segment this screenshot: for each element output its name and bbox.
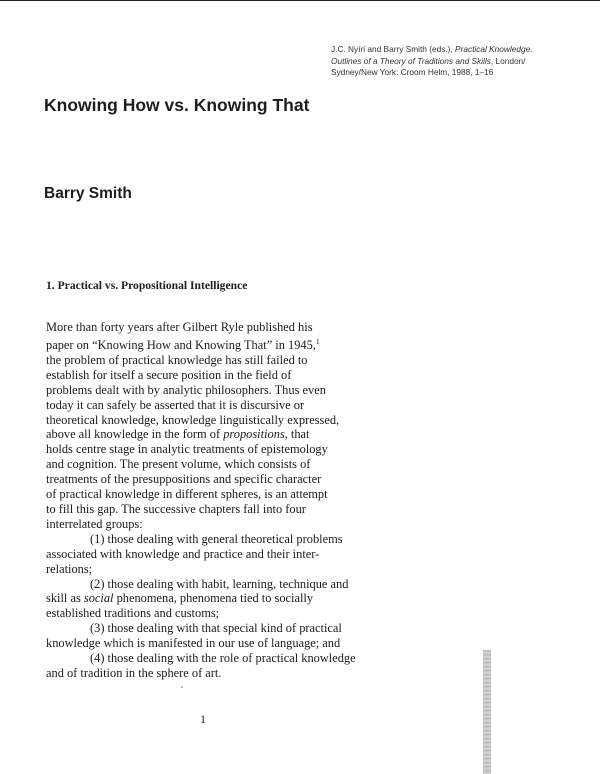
body-line-text: phenomena, phenomena tied to socially [113, 591, 314, 606]
citation-book-title: Practical Knowledge. [455, 44, 533, 54]
top-border-rule [0, 0, 600, 1]
body-line: More than forty years after Gilbert Ryle published his [46, 320, 313, 334]
body-line: established traditions and customs; [46, 606, 220, 621]
body-line-text: paper on “Knowing How and Knowing That” in 1945, [46, 338, 316, 353]
citation-publisher: Sydney/New York: Croom Helm, 1988, 1–16 [331, 67, 494, 77]
citation-place: , London/ [490, 55, 526, 66]
body-line: establish for itself a secure position in the field of [46, 367, 292, 382]
list-item-4: (4) those dealing with the role of practical knowledge [90, 651, 356, 666]
page-number: 1 [200, 712, 206, 726]
body-line: problems dealt with by analytic philosophers. Thus even [46, 382, 326, 397]
body-line: to fill this gap. The successive chapters fall into four [46, 502, 306, 516]
section-heading: 1. Practical vs. Propositional Intelligence [46, 279, 248, 292]
citation-book-subtitle: Outlines of a Theory of Traditions and Skills [331, 55, 491, 66]
emphasis-propositions: propositions [223, 427, 285, 442]
list-item-2: (2) those dealing with habit, learning, technique and [90, 576, 349, 591]
body-line: associated with knowledge and practice and their inter- [46, 546, 320, 561]
body-line: the problem of practical knowledge has still failed to [46, 352, 308, 367]
body-line: relations; [46, 561, 93, 576]
body-line-text: skill as [46, 591, 84, 606]
paper-title: Knowing How vs. Knowing That [44, 95, 310, 115]
emphasis-social: social [83, 591, 114, 606]
scan-speck [181, 686, 183, 688]
body-line: today it can safely be asserted that it is discursive or [46, 397, 305, 412]
scan-artifact-strip [483, 650, 491, 774]
body-line [46, 427, 446, 442]
body-line: interrelated groups: [46, 516, 143, 531]
citation-block [331, 44, 581, 79]
body-paragraph [46, 320, 446, 681]
body-line-text: above all knowledge in the form of [46, 427, 224, 442]
body-line [46, 591, 446, 606]
citation-editors: J.C. Nyíri and Barry Smith (eds.), [331, 44, 456, 54]
list-item-1: (1) those dealing with general theoretical problems [90, 531, 343, 546]
body-line: holds centre stage in analytic treatments of epistemology [46, 442, 328, 457]
body-line [46, 335, 446, 353]
body-line: and cognition. The present volume, which consists of [46, 457, 311, 472]
footnote-marker[interactable]: 1 [315, 336, 320, 346]
body-line-text: , that [284, 427, 310, 442]
list-item-3: (3) those dealing with that special kind of practical [90, 621, 342, 636]
body-line: and of tradition in the sphere of art. [46, 665, 222, 680]
body-line: theoretical knowledge, knowledge linguistically expressed, [46, 412, 340, 427]
body-line: of practical knowledge in different spheres, is an attempt [46, 487, 328, 502]
author-name: Barry Smith [44, 185, 132, 202]
body-line: knowledge which is manifested in our use of language; and [46, 636, 341, 651]
body-line: treatments of the presuppositions and specific character [46, 472, 322, 487]
